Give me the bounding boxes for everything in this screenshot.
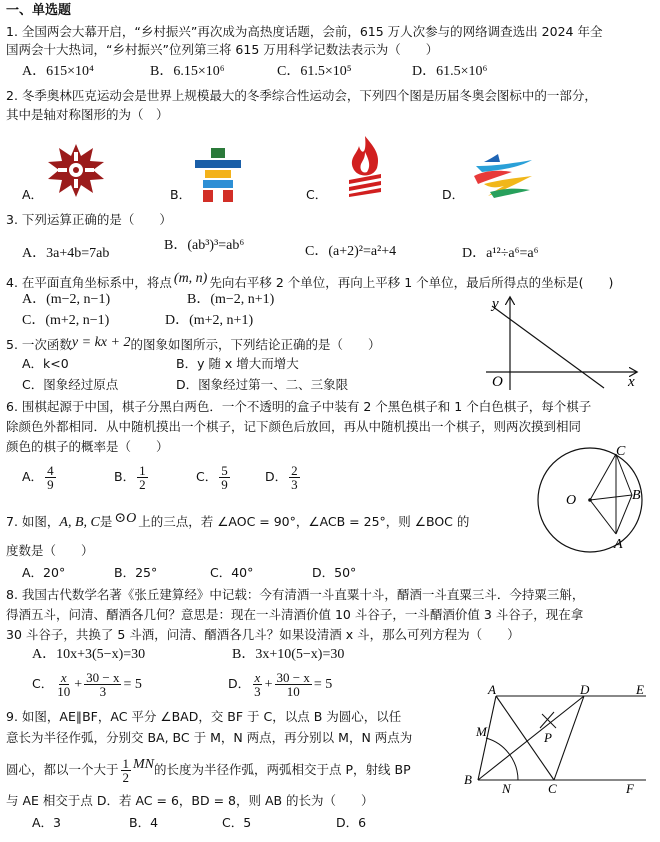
q4-option-a[interactable]: A．(m−2, n−1) <box>22 292 111 307</box>
q9-label-a: A <box>488 684 496 697</box>
q8-d-frac2 <box>275 671 312 698</box>
q8-line3: 30 斗谷子，共换了 5 斗酒，问清、醑酒各几斗？如果设清酒 x 斗，那么可列方程为（ ） <box>6 627 520 642</box>
q6-b-num: 1 <box>139 463 146 478</box>
q5-label-x: x <box>628 374 635 390</box>
q8-d-frac1 <box>252 671 263 698</box>
q6-option-b-fraction <box>137 464 148 491</box>
q9-label-e: E <box>636 684 644 697</box>
q6-option-c[interactable] <box>196 462 232 492</box>
q1-option-c[interactable]: C．61.5×10⁵ <box>277 64 352 79</box>
q8-c-label: C． <box>32 676 54 691</box>
q6-option-a-fraction <box>45 464 56 491</box>
q7-stem <box>6 511 470 531</box>
q7-label-o: O <box>566 493 577 508</box>
q1-line1: 1. 全国两会大幕开启，“乡村振兴”再次成为高热度话题，会前，615 万人次参与的网络调查选出 2024 年全 <box>6 24 603 39</box>
q8-d-f1-den: 3 <box>254 684 261 699</box>
q7-option-c[interactable]: C．40° <box>210 565 254 580</box>
q7-option-a[interactable]: A．20° <box>22 565 66 580</box>
q7-line2: 度数是（ ） <box>6 543 94 558</box>
q9-mn: MN <box>133 757 155 772</box>
q9-line1: 9. 如图，AE∥BF，AC 平分 ∠BAD，交 BF 于 C，以点 B 为圆心，以任 <box>6 709 402 724</box>
q3-option-d[interactable]: D．a¹²÷a⁶=a⁶ <box>462 246 539 261</box>
q8-d-f1-num: x <box>254 670 261 685</box>
q8-option-d[interactable] <box>228 668 332 701</box>
q3-stem: 3. 下列运算正确的是（ ） <box>6 212 172 227</box>
q9-label-p: P <box>544 730 552 745</box>
q9-geometry-figure <box>460 684 656 796</box>
q9-line4: 与 AE 相交于点 D．若 AC = 6，BD = 8，则 AB 的长为（ ） <box>6 793 374 808</box>
q6-line2: 除颜色外都相同．从中随机摸出一个棋子，记下颜色后放回，再从中随机摸出一个棋子，则两次摸到相同 <box>6 419 582 434</box>
q2-line2: 其中是轴对称图形的为（ ） <box>6 107 169 122</box>
q3-option-b[interactable]: B．(ab³)³=ab⁶ <box>164 238 245 253</box>
q8-option-b[interactable]: B．3x+10(5−x)=30 <box>232 647 345 662</box>
q5-option-c[interactable]: C．图象经过原点 <box>22 377 119 392</box>
q6-line1: 6. 围棋起源于中国，棋子分黑白两色．一个不透明的盒子中装有 2 个黑色棋子和 1 个白色棋子，每个棋子 <box>6 399 592 414</box>
q7-circle-o: ⊙O <box>114 511 137 526</box>
q6-d-den: 3 <box>291 477 298 492</box>
q7-option-d[interactable]: D．50° <box>312 565 357 580</box>
q8-option-c[interactable] <box>32 668 142 701</box>
q6-c-num: 5 <box>221 463 228 478</box>
q4-stem-part-b: 先向右平移 2 个单位，再向上平移 1 个单位，最后所得点的坐标是( ) <box>209 275 614 290</box>
q8-c-f2-den: 3 <box>99 684 107 699</box>
q5-option-a[interactable]: A．k<0 <box>22 356 69 371</box>
q9-line3-part-a: 圆心，都以一个大于 <box>6 762 119 777</box>
q9-label-b: B <box>464 772 472 787</box>
q8-c-eq: = 5 <box>123 677 142 692</box>
q8-c-plus: + <box>74 677 83 692</box>
q7-label-b: B <box>632 488 641 503</box>
q3-option-a[interactable]: A．3a+4b=7ab <box>22 246 110 261</box>
q7-circle-figure <box>528 440 652 558</box>
q4-option-b[interactable]: B．(m−2, n+1) <box>187 292 275 307</box>
q5-line-graph <box>478 292 646 392</box>
q8-c-frac1 <box>55 671 72 698</box>
q4-option-c[interactable]: C．(m+2, n−1) <box>22 313 110 328</box>
q6-option-d[interactable] <box>265 462 302 492</box>
q6-a-den: 9 <box>47 477 54 492</box>
q9-option-c[interactable]: C．5 <box>222 815 252 830</box>
q6-c-den: 9 <box>221 477 228 492</box>
q7-stem-part-b: 是 <box>99 514 113 529</box>
q6-d-num: 2 <box>291 463 298 478</box>
q6-a-num: 4 <box>47 463 54 478</box>
q9-option-d[interactable]: D．6 <box>336 815 367 830</box>
q9-option-b[interactable]: B．4 <box>129 815 159 830</box>
q8-d-eq: = 5 <box>313 677 333 692</box>
q9-line3 <box>6 754 411 787</box>
q9-half-fraction <box>121 757 132 784</box>
q1-line2: 国两会十大热词，“乡村振兴”位列第三将 615 万用科学记数法表示为（ ） <box>6 42 439 57</box>
q6-option-a-label: A． <box>22 469 44 484</box>
q6-option-d-label: D． <box>265 469 288 484</box>
q8-c-f1-num: x <box>60 670 67 685</box>
q7-points: A, B, C <box>59 515 100 530</box>
q6-option-c-fraction <box>219 464 230 491</box>
q1-option-a[interactable]: A．615×10⁴ <box>22 64 94 79</box>
q4-stem-part-a: 4. 在平面直角坐标系中，将点 <box>6 275 172 290</box>
q3-option-c[interactable]: C．(a+2)²=a²+4 <box>305 244 397 259</box>
q9-line3-part-b: 的长度为半径作弧，两弧相交于点 P，射线 BP <box>154 762 411 777</box>
q2-line1: 2. 冬季奥林匹克运动会是世界上规模最大的冬季综合性运动会，下列四个图是历届冬奥会图标中的一部分， <box>6 88 597 103</box>
q6-line3: 颜色的棋子的概率是（ ） <box>6 439 169 454</box>
q4-option-d[interactable]: D．(m+2, n+1) <box>165 313 254 328</box>
q5-stem-part-b: 的图象如图所示，下列结论正确的是（ ） <box>130 337 381 352</box>
q6-option-d-fraction <box>289 464 300 491</box>
q9-half-den: 2 <box>122 770 130 785</box>
q2-option-c-label[interactable]: C． <box>306 187 328 202</box>
q5-label-o: O <box>492 374 503 390</box>
q5-option-d[interactable]: D．图象经过第一、二、三象限 <box>176 377 349 392</box>
q8-c-f1-den: 10 <box>57 684 71 699</box>
q9-option-a[interactable]: A．3 <box>32 815 62 830</box>
q2-logo-c-flame-icon <box>343 134 387 198</box>
q5-option-b[interactable]: B．y 随 x 增大而增大 <box>176 356 299 371</box>
q5-function: y = kx + 2 <box>71 335 131 350</box>
q2-option-b-label[interactable]: B． <box>170 187 192 202</box>
q2-logo-a-snowflake-icon <box>45 142 107 198</box>
q5-function-line <box>492 306 604 388</box>
q8-d-plus: + <box>264 677 273 692</box>
q7-label-c: C <box>616 444 626 459</box>
q2-logo-d-ribbon-icon <box>470 152 536 198</box>
q9-label-n: N <box>502 781 511 796</box>
q4-stem <box>6 271 614 292</box>
q6-option-b-label: B． <box>114 469 136 484</box>
q2-logo-b-inukshuk-icon <box>193 148 243 202</box>
q8-d-f2-num: 30 − x <box>276 670 310 685</box>
q6-option-a[interactable] <box>22 462 58 492</box>
q7-stem-part-c: 上的三点，若 ∠AOC = 90°，∠ACB = 25°，则 ∠BOC 的 <box>138 514 470 529</box>
q8-option-a[interactable]: A．10x+3(5−x)=30 <box>32 647 146 662</box>
q8-line2: 得酒五斗，问清、醑酒各几何？意思是：现在一斗清酒价值 10 斗谷子，一斗醑酒价值 3 斗谷子，现在拿 <box>6 607 584 622</box>
q2-option-a-label[interactable]: A． <box>22 187 44 202</box>
q9-label-m: M <box>476 724 487 739</box>
q9-label-d: D <box>580 684 590 697</box>
q1-option-b[interactable]: B．6.15×10⁶ <box>150 64 225 79</box>
q9-label-c: C <box>548 781 557 796</box>
q6-option-b[interactable] <box>114 462 150 492</box>
q5-stem <box>6 337 380 354</box>
q7-stem-part-a: 7. 如图， <box>6 514 60 529</box>
q9-label-f: F <box>626 781 634 796</box>
q9-line2: 意长为半径作弧，分别交 BA, BC 于 M，N 两点，再分别以 M，N 两点为 <box>6 730 413 745</box>
q8-d-label: D． <box>228 676 251 691</box>
q8-d-f2-den: 10 <box>286 684 300 699</box>
q4-point: (m, n) <box>173 271 208 286</box>
q1-option-d[interactable]: D．61.5×10⁶ <box>412 64 488 79</box>
q6-b-den: 2 <box>139 477 146 492</box>
q5-stem-part-a: 5. 一次函数 <box>6 337 72 352</box>
q2-option-d-label[interactable]: D． <box>442 187 465 202</box>
q5-label-y: y <box>492 296 499 312</box>
q8-c-frac2 <box>84 671 121 698</box>
q7-option-b[interactable]: B．25° <box>114 565 158 580</box>
q6-option-c-label: C． <box>196 469 218 484</box>
q8-line1: 8. 我国古代数学名著《张丘建算经》中记载：今有清酒一斗直粟十斗，醑酒一斗直粟三斗．今持粟三斛， <box>6 587 585 602</box>
q7-label-a: A <box>614 537 623 552</box>
q9-half-num: 1 <box>122 756 130 771</box>
section-title: 一、单选题 <box>6 3 72 18</box>
q8-c-f2-num: 30 − x <box>86 670 120 685</box>
